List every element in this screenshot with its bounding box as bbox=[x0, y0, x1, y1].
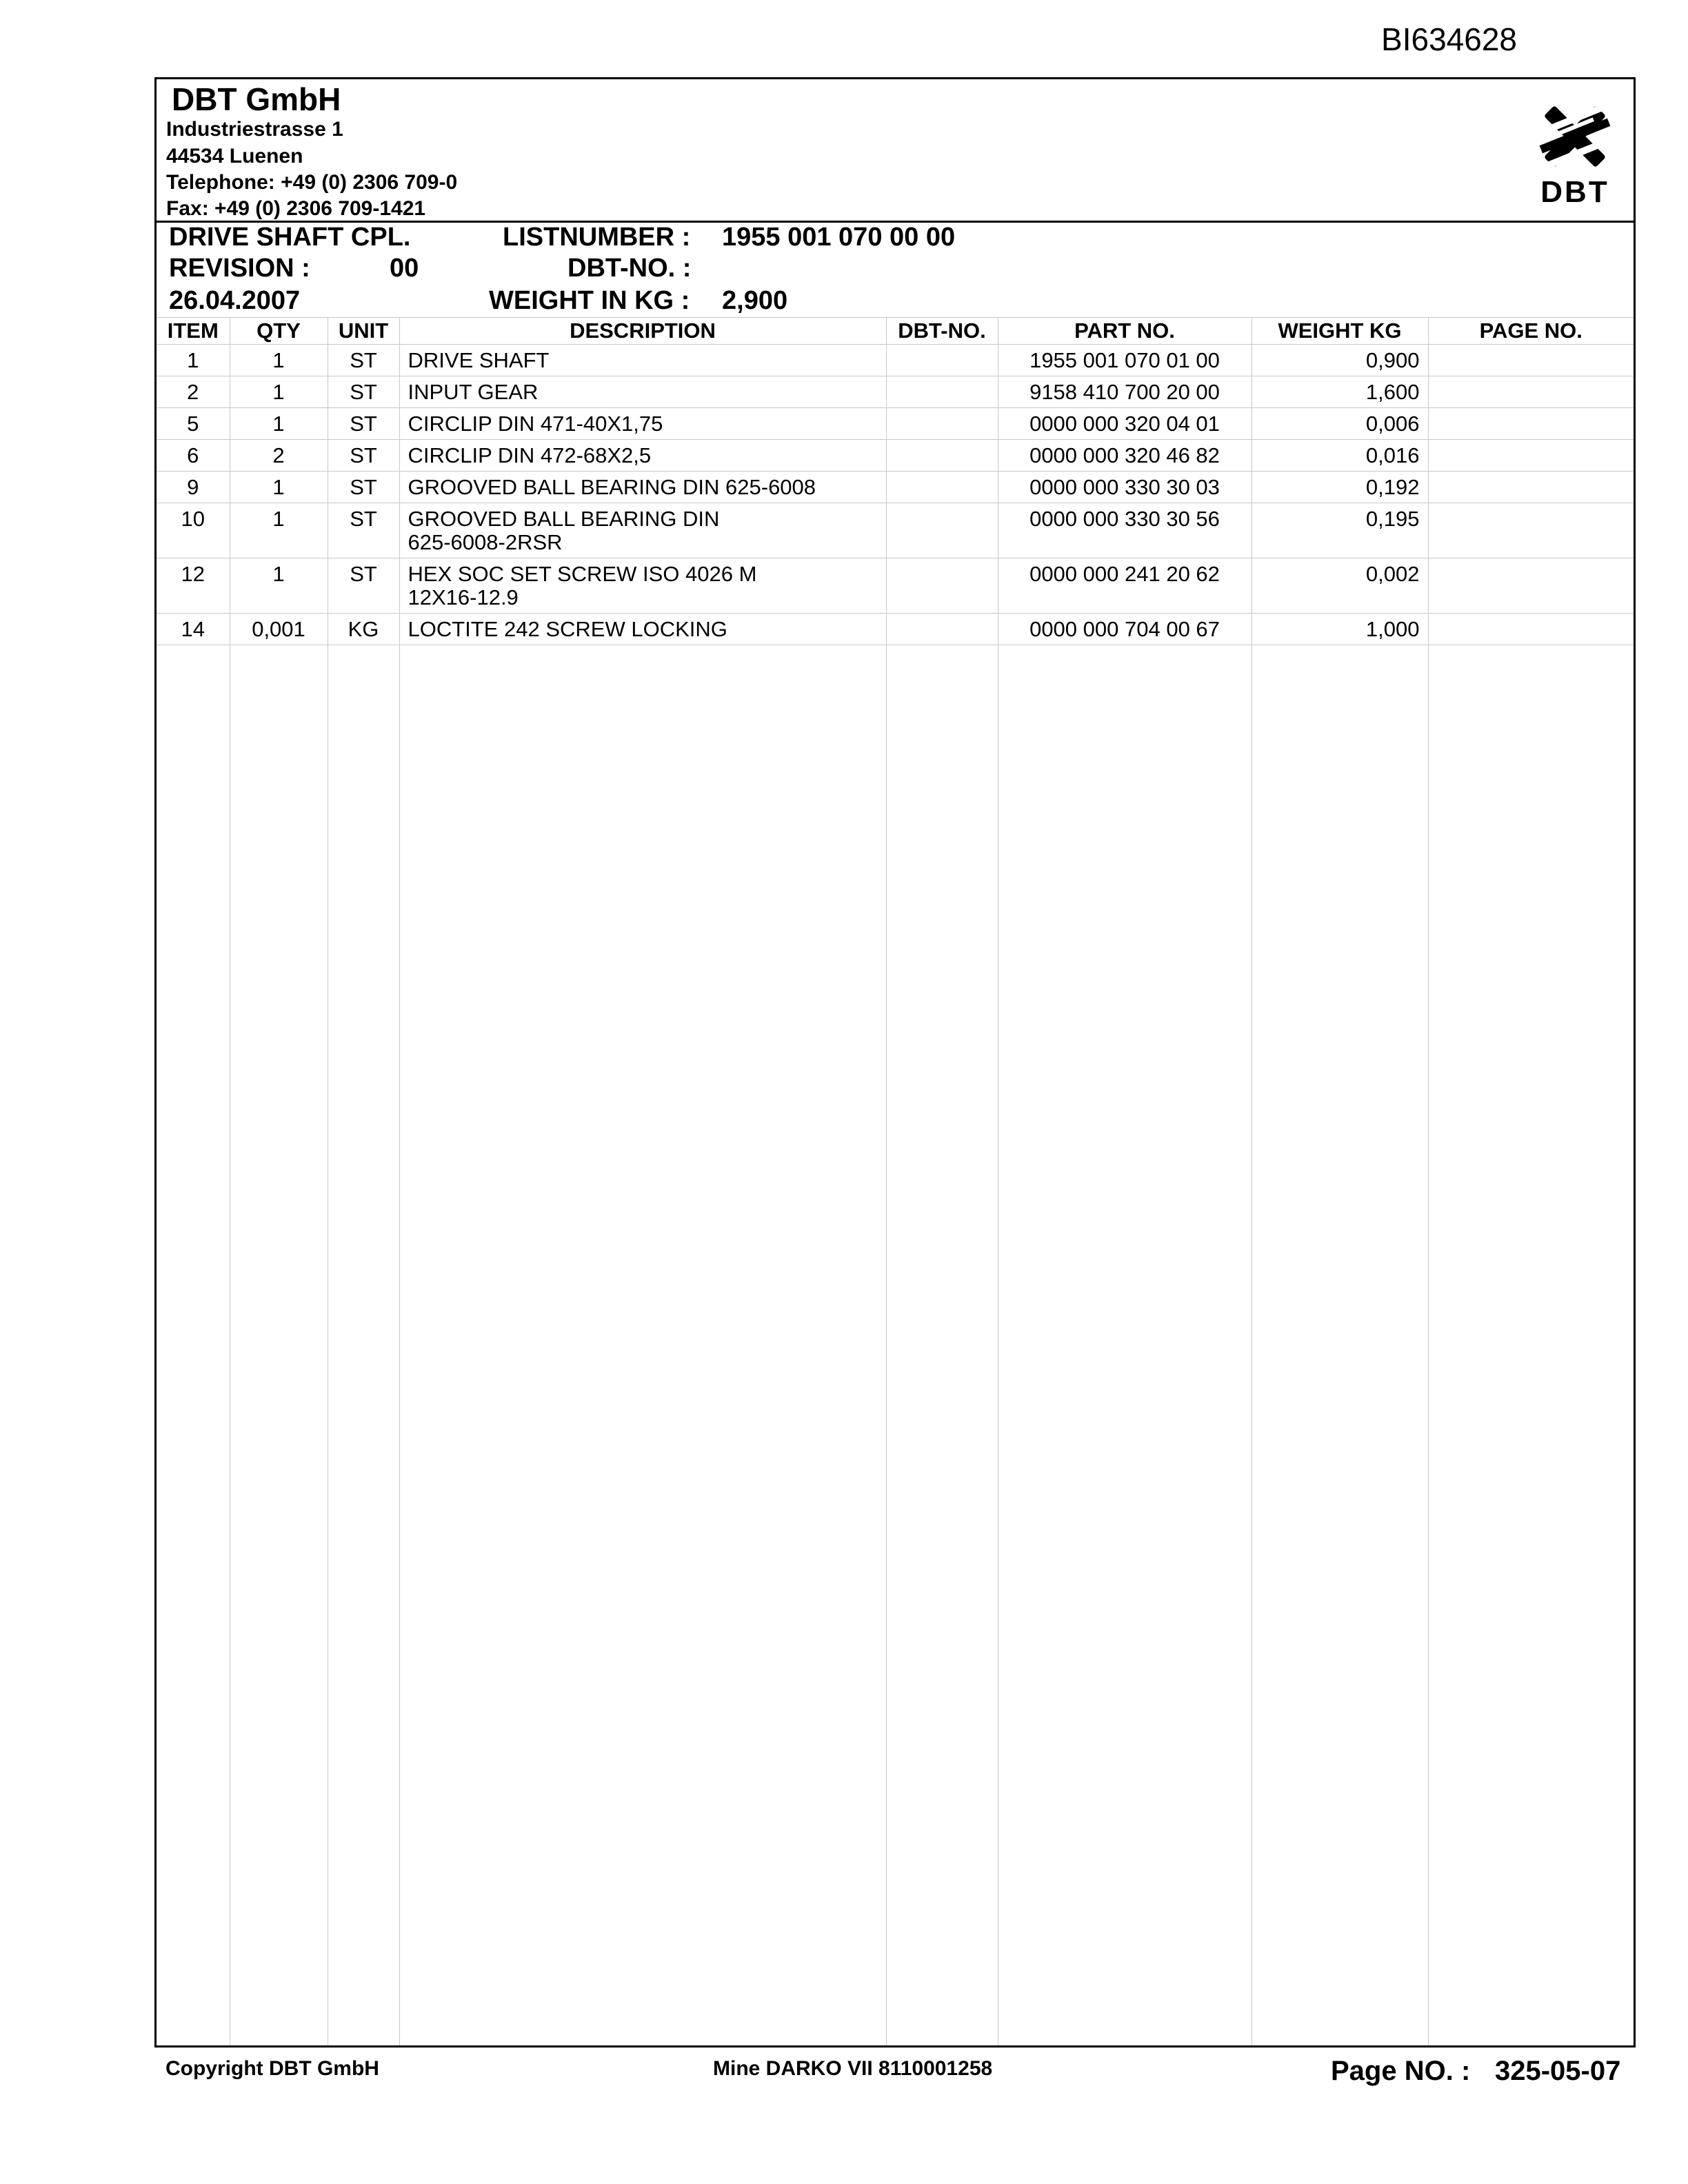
table-row bbox=[157, 345, 1634, 376]
company-telephone: Telephone: +49 (0) 2306 709-0 bbox=[166, 171, 458, 194]
revision-value: 00 bbox=[390, 254, 419, 283]
cell-page-no bbox=[1428, 440, 1634, 472]
cell-weight: 0,006 bbox=[1252, 408, 1428, 440]
cell-description: DRIVE SHAFT bbox=[399, 345, 886, 376]
column-header-page-no: PAGE NO. bbox=[1428, 318, 1634, 345]
weight-value: 2,900 bbox=[722, 286, 788, 315]
column-header-qty: QTY bbox=[230, 318, 328, 345]
cell-part-no: 1955 001 070 01 00 bbox=[998, 345, 1252, 376]
cell-description: INPUT GEAR bbox=[399, 376, 886, 408]
cell-unit: ST bbox=[328, 472, 399, 503]
column-header-unit: UNIT bbox=[328, 318, 399, 345]
cell-description: CIRCLIP DIN 471-40X1,75 bbox=[399, 408, 886, 440]
cell-item: 5 bbox=[157, 408, 230, 440]
cell-page-no bbox=[1428, 472, 1634, 503]
column-header-item: ITEM bbox=[157, 318, 230, 345]
description-line: GROOVED BALL BEARING DIN bbox=[408, 507, 720, 531]
cell-part-no: 0000 000 320 46 82 bbox=[998, 440, 1252, 472]
cell-part-no: 0000 000 330 30 56 bbox=[998, 503, 1252, 558]
cell-dbt-no bbox=[886, 376, 998, 408]
company-name: DBT GmbH bbox=[172, 81, 341, 117]
table-header-row bbox=[157, 318, 1634, 345]
table-row bbox=[157, 503, 1634, 558]
cell-dbt-no bbox=[886, 440, 998, 472]
cell-qty: 1 bbox=[230, 558, 328, 614]
cell-unit: ST bbox=[328, 376, 399, 408]
cell-part-no: 0000 000 330 30 03 bbox=[998, 472, 1252, 503]
column-header-weight: WEIGHT KG bbox=[1252, 318, 1428, 345]
footer-copyright: Copyright DBT GmbH bbox=[165, 2057, 379, 2080]
document-id: BI634628 bbox=[1381, 21, 1517, 57]
cell-item: 9 bbox=[157, 472, 230, 503]
cell-unit: ST bbox=[328, 440, 399, 472]
cell-weight: 1,000 bbox=[1252, 614, 1428, 645]
cell-unit: ST bbox=[328, 345, 399, 376]
company-fax: Fax: +49 (0) 2306 709-1421 bbox=[166, 197, 426, 220]
cell-part-no: 0000 000 241 20 62 bbox=[998, 558, 1252, 614]
dbt-no-label: DBT-NO. : bbox=[567, 254, 692, 283]
cell-part-no: 0000 000 320 04 01 bbox=[998, 408, 1252, 440]
cell-description: CIRCLIP DIN 472-68X2,5 bbox=[399, 440, 886, 472]
listnumber-label: LISTNUMBER : bbox=[503, 223, 691, 252]
cell-unit: ST bbox=[328, 558, 399, 614]
cell-dbt-no bbox=[886, 503, 998, 558]
cell-qty: 1 bbox=[230, 376, 328, 408]
cell-description: LOCTITE 242 SCREW LOCKING bbox=[399, 614, 886, 645]
cell-item: 12 bbox=[157, 558, 230, 614]
cell-part-no: 0000 000 704 00 67 bbox=[998, 614, 1252, 645]
table-row bbox=[157, 558, 1634, 614]
company-city: 44534 Luenen bbox=[166, 145, 303, 168]
listnumber-value: 1955 001 070 00 00 bbox=[722, 223, 956, 252]
parts-list-frame bbox=[154, 77, 1636, 2048]
cell-unit: ST bbox=[328, 503, 399, 558]
cell-dbt-no bbox=[886, 408, 998, 440]
cell-qty: 1 bbox=[230, 408, 328, 440]
footer-page-label: Page NO. : bbox=[1331, 2056, 1471, 2086]
cell-description: GROOVED BALL BEARING DIN 625-6008 bbox=[399, 472, 886, 503]
column-header-part-no: PART NO. bbox=[998, 318, 1252, 345]
description-line: 12X16-12.9 bbox=[408, 585, 519, 609]
parts-table bbox=[157, 317, 1634, 645]
cell-description bbox=[399, 503, 886, 558]
cell-page-no bbox=[1428, 345, 1634, 376]
column-header-description: DESCRIPTION bbox=[399, 318, 886, 345]
cell-qty: 1 bbox=[230, 345, 328, 376]
list-date: 26.04.2007 bbox=[169, 286, 301, 315]
dbt-logo bbox=[1534, 99, 1616, 209]
revision-label: REVISION : bbox=[169, 254, 310, 283]
cell-weight: 0,192 bbox=[1252, 472, 1428, 503]
cell-item: 10 bbox=[157, 503, 230, 558]
cell-part-no: 9158 410 700 20 00 bbox=[998, 376, 1252, 408]
cell-item: 14 bbox=[157, 614, 230, 645]
cell-page-no bbox=[1428, 558, 1634, 614]
company-block bbox=[157, 79, 1634, 223]
cell-page-no bbox=[1428, 376, 1634, 408]
cell-dbt-no bbox=[886, 558, 998, 614]
logo-text: DBT bbox=[1540, 175, 1609, 209]
list-title: DRIVE SHAFT CPL. bbox=[169, 223, 411, 252]
cell-dbt-no bbox=[886, 472, 998, 503]
cell-weight: 0,900 bbox=[1252, 345, 1428, 376]
footer-page-value: 325-05-07 bbox=[1495, 2056, 1621, 2086]
table-row bbox=[157, 440, 1634, 472]
cell-item: 2 bbox=[157, 376, 230, 408]
cell-unit: KG bbox=[328, 614, 399, 645]
cell-page-no bbox=[1428, 503, 1634, 558]
cell-page-no bbox=[1428, 408, 1634, 440]
cell-unit: ST bbox=[328, 408, 399, 440]
cell-item: 1 bbox=[157, 345, 230, 376]
cell-weight: 0,195 bbox=[1252, 503, 1428, 558]
table-row bbox=[157, 472, 1634, 503]
footer-mine: Mine DARKO VII 8110001258 bbox=[713, 2057, 993, 2080]
cell-qty: 1 bbox=[230, 503, 328, 558]
cell-qty: 0,001 bbox=[230, 614, 328, 645]
table-row bbox=[157, 376, 1634, 408]
cell-weight: 0,016 bbox=[1252, 440, 1428, 472]
cell-qty: 1 bbox=[230, 472, 328, 503]
cell-qty: 2 bbox=[230, 440, 328, 472]
table-row bbox=[157, 614, 1634, 645]
column-header-dbt-no: DBT-NO. bbox=[886, 318, 998, 345]
cell-weight: 0,002 bbox=[1252, 558, 1428, 614]
cell-description bbox=[399, 558, 886, 614]
table-row bbox=[157, 408, 1634, 440]
description-line: 625-6008-2RSR bbox=[408, 530, 563, 554]
cell-item: 6 bbox=[157, 440, 230, 472]
cell-dbt-no bbox=[886, 614, 998, 645]
dbt-logo-icon bbox=[1534, 99, 1616, 174]
company-street: Industriestrasse 1 bbox=[166, 118, 343, 141]
cell-weight: 1,600 bbox=[1252, 376, 1428, 408]
cell-page-no bbox=[1428, 614, 1634, 645]
description-line: HEX SOC SET SCREW ISO 4026 M bbox=[408, 562, 757, 586]
cell-dbt-no bbox=[886, 345, 998, 376]
weight-label: WEIGHT IN KG : bbox=[489, 286, 690, 315]
